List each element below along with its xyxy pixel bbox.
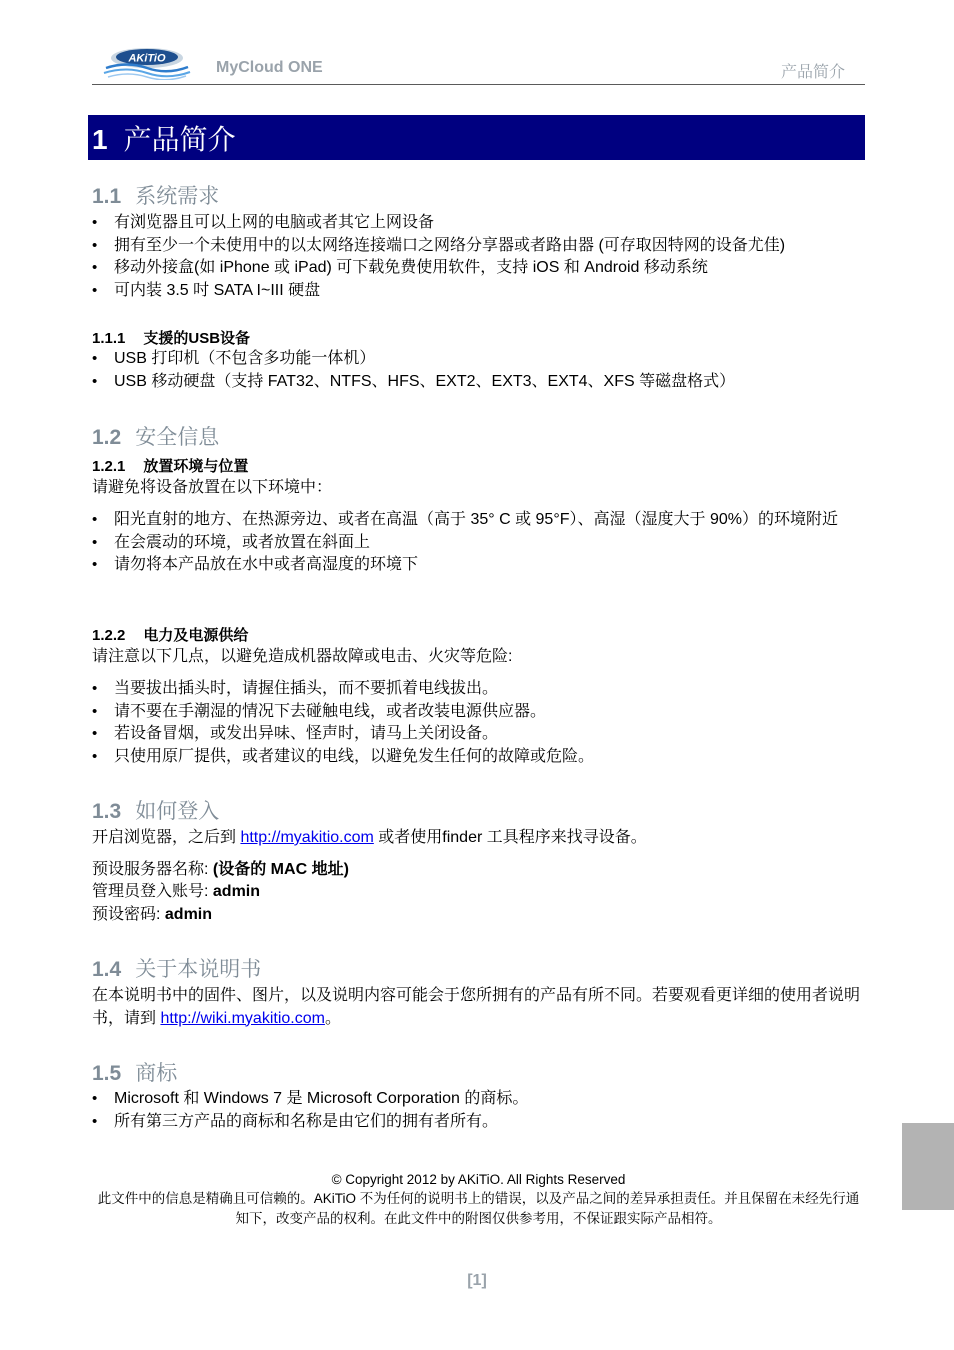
list-item: • 只使用原厂提供，或者建议的电线，以避免发生任何的故障或危险。 (92, 746, 862, 769)
list-item: • 所有第三方产品的商标和名称是由它们的拥有者所有。 (92, 1111, 862, 1134)
myakitio-link[interactable]: http://myakitio.com (240, 829, 374, 846)
list-item: • 当要拔出插头时，请握住插头，而不要抓着电线拔出。 (92, 678, 862, 701)
list-item: • 请不要在手潮湿的情况下去碰触电线，或者改装电源供应器。 (92, 701, 862, 724)
disclaimer: 此文件中的信息是精确且可信赖的。AKiTiO 不为任何的说明书上的错误，以及产品之间的差异承担责任。并且保留在未经先行通知下，改变产品的权利。在此文件中的附图仅供参考用，不保证跟实际产品相符。 (97, 1191, 860, 1226)
section-heading-1-3: 1.3 如何登入 (92, 800, 220, 823)
akitio-logo (102, 44, 192, 85)
list-item: • 阳光直射的地方、在热源旁边、或者在高温（高于 35° C 或 95°F）、高湿（湿度大于 90%）的环境附近 (92, 509, 862, 532)
admin-account: 管理员登入账号: admin (92, 883, 261, 900)
default-server-name: 预设服务器名称: (设备的 MAC 地址) (92, 861, 349, 878)
power-list (92, 678, 862, 768)
placement-list (92, 509, 862, 577)
list-item: • USB 移动硬盘（支持 FAT32、NTFS、HFS、EXT2、EXT3、EXT4、XFS 等磁盘格式） (92, 371, 862, 394)
section-heading-1-1-1: 1.1.1 支援的USB设备 (92, 330, 251, 347)
login-instructions: 开启浏览器，之后到 http://myakitio.com 或者使用finder 工具程序来找寻设备。 (92, 829, 647, 846)
list-item: • 在会震动的环境，或者放置在斜面上 (92, 532, 862, 555)
chapter-title: 产品简介 (123, 124, 236, 155)
list-item: • 请勿将本产品放在水中或者高湿度的环境下 (92, 554, 862, 577)
list-item: • USB 打印机（不包含多功能一体机） (92, 348, 862, 371)
chapter-heading (88, 115, 865, 160)
list-item: • 可内装 3.5 吋 SATA I~III 硬盘 (92, 280, 862, 303)
manual-note: 在本说明书中的固件、图片，以及说明内容可能会于您所拥有的产品有所不同。若要观看更详细的使用者说明书，请到 http://wiki.myakitio.com。 (92, 987, 861, 1027)
chapter-number: 1 (92, 124, 108, 155)
list-item: • 有浏览器且可以上网的电脑或者其它上网设备 (92, 212, 862, 235)
wiki-link[interactable]: http://wiki.myakitio.com (160, 1009, 325, 1027)
copyright-notice: © Copyright 2012 by AKiTiO. All Rights Reserved (331, 1172, 626, 1187)
list-item: • 移动外接盒(如 iPhone 或 iPad) 可下载免费使用软件，支持 iOS 和 Android 移动系统 (92, 257, 862, 280)
list-item: • 拥有至少一个未使用中的以太网络连接端口之网络分享器或者路由器 (可存取因特网的设备尤佳) (92, 235, 862, 258)
side-tab (902, 1123, 954, 1210)
default-password: 预设密码: admin (92, 906, 213, 923)
header-brand: MyCloud ONE (216, 59, 323, 76)
section-heading-1-1: 1.1 系统需求 (92, 185, 220, 208)
trademark-list (92, 1088, 862, 1133)
power-intro: 请注意以下几点，以避免造成机器故障或电击、火灾等危险: (92, 648, 513, 665)
list-item: • 若设备冒烟，或发出异味、怪声时，请马上关闭设备。 (92, 723, 862, 746)
svg-text:AKiTiO: AKiTiO (128, 52, 166, 65)
section-heading-1-4: 1.4 关于本说明书 (92, 958, 262, 981)
list-item: • Microsoft 和 Windows 7 是 Microsoft Corporation 的商标。 (92, 1088, 862, 1111)
placement-intro: 请避免将设备放置在以下环境中： (92, 479, 333, 496)
section-heading-1-2-2: 1.2.2 电力及电源供给 (92, 627, 249, 644)
system-requirements-list (92, 212, 862, 302)
usb-devices-list (92, 348, 862, 393)
page-number: [1] (467, 1272, 487, 1289)
header-rule (92, 84, 865, 85)
section-heading-1-5: 1.5 商标 (92, 1062, 178, 1085)
section-heading-1-2: 1.2 安全信息 (92, 426, 220, 449)
header-section-title: 产品简介 (780, 64, 845, 81)
section-heading-1-2-1: 1.2.1 放置环境与位置 (92, 458, 249, 475)
